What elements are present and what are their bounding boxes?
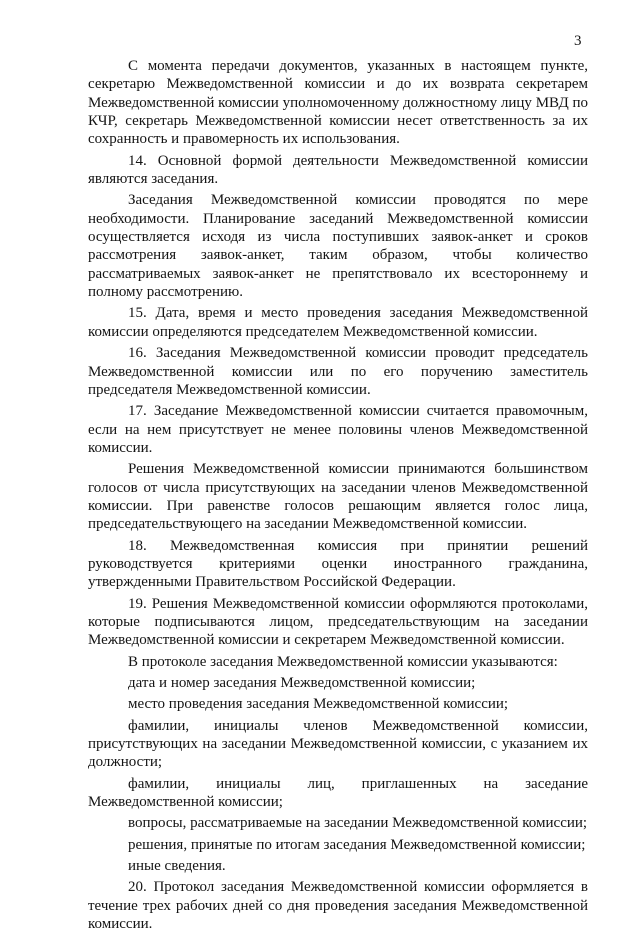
document-body bbox=[88, 57, 588, 936]
paragraph-18: 18. Межведомственная комиссия при принятии решений руководствуется критериями оценки иностранного гражданина, утвержденными Правительством Российской Федерации. bbox=[88, 537, 588, 591]
paragraph-17: 17. Заседание Межведомственной комиссии считается правомочным, если на нем присутствует не менее половины членов Межведомственной комиссии. bbox=[88, 403, 588, 456]
list-item-location: место проведения заседания Межведомственной комиссии; bbox=[128, 696, 509, 713]
paragraph-20: 20. Протокол заседания Межведомственной комиссии оформляется в течение трех рабочих дней со дня проведения заседания Межведомственной комиссии. bbox=[88, 879, 588, 933]
paragraph-voting: Решения Межведомственной комиссии принимаются большинством голосов от числа присутствующих на заседании членов Межведомственной комиссии. При равенстве голосов решающим является голос лица, председательствующего на заседании Межведомственной комиссии. bbox=[88, 461, 588, 533]
page-number: 3 bbox=[574, 33, 582, 49]
paragraph-meeting-planning: Заседания Межведомственной комиссии проводятся по мере необходимости. Планирование заседаний Межведомственной комиссии осуществляется исходя из числа поступивших заявок-анкет и сроков рассмотрения заявок-анкет, таким образом, чтобы количество рассматриваемых заявок-анкет не препятствовало их всестороннему и полному рассмотрению. bbox=[88, 192, 588, 301]
paragraph-16: 16. Заседания Межведомственной комиссии проводит председатель Межведомственной комиссии или по его поручению заместитель председателя Межведомственной комиссии. bbox=[88, 345, 588, 398]
list-item-date-number: дата и номер заседания Межведомственной комиссии; bbox=[128, 675, 476, 691]
paragraph-custody: С момента передачи документов, указанных в настоящем пункте, секретарю Межведомственной комиссии и до их возврата секретарем Межведомственной комиссии уполномоченному должностному лицу МВД по КЧР, секретарь Межведомственной комиссии несет ответственность за их сохранность и правомерность их использования. bbox=[88, 58, 588, 148]
paragraph-14: 14. Основной формой деятельности Межведомственной комиссии являются заседания. bbox=[88, 152, 588, 188]
paragraph-15: 15. Дата, время и место проведения заседания Межведомственной комиссии определяются председателем Межведомственной комиссии. bbox=[88, 305, 588, 340]
list-item-other: иные сведения. bbox=[128, 858, 226, 875]
list-item-invited: фамилии, инициалы лиц, приглашенных на заседание Межведомственной комиссии; bbox=[88, 775, 588, 811]
list-item-decisions: решения, принятые по итогам заседания Межведомственной комиссии; bbox=[128, 836, 586, 853]
paragraph-19: 19. Решения Межведомственной комиссии оформляются протоколами, которые подписываются лицом, председательствующим на заседании Межведомственной комиссии и секретарем Межведомственной комиссии. bbox=[88, 595, 588, 649]
paragraph-protocol-contents: В протоколе заседания Межведомственной комиссии указываются: bbox=[128, 653, 558, 670]
list-item-members: фамилии, инициалы членов Межведомственной комиссии, присутствующих на заседании Межведомственной комиссии, с указанием их должности; bbox=[88, 717, 588, 771]
list-item-questions: вопросы, рассматриваемые на заседании Межведомственной комиссии; bbox=[128, 815, 588, 832]
